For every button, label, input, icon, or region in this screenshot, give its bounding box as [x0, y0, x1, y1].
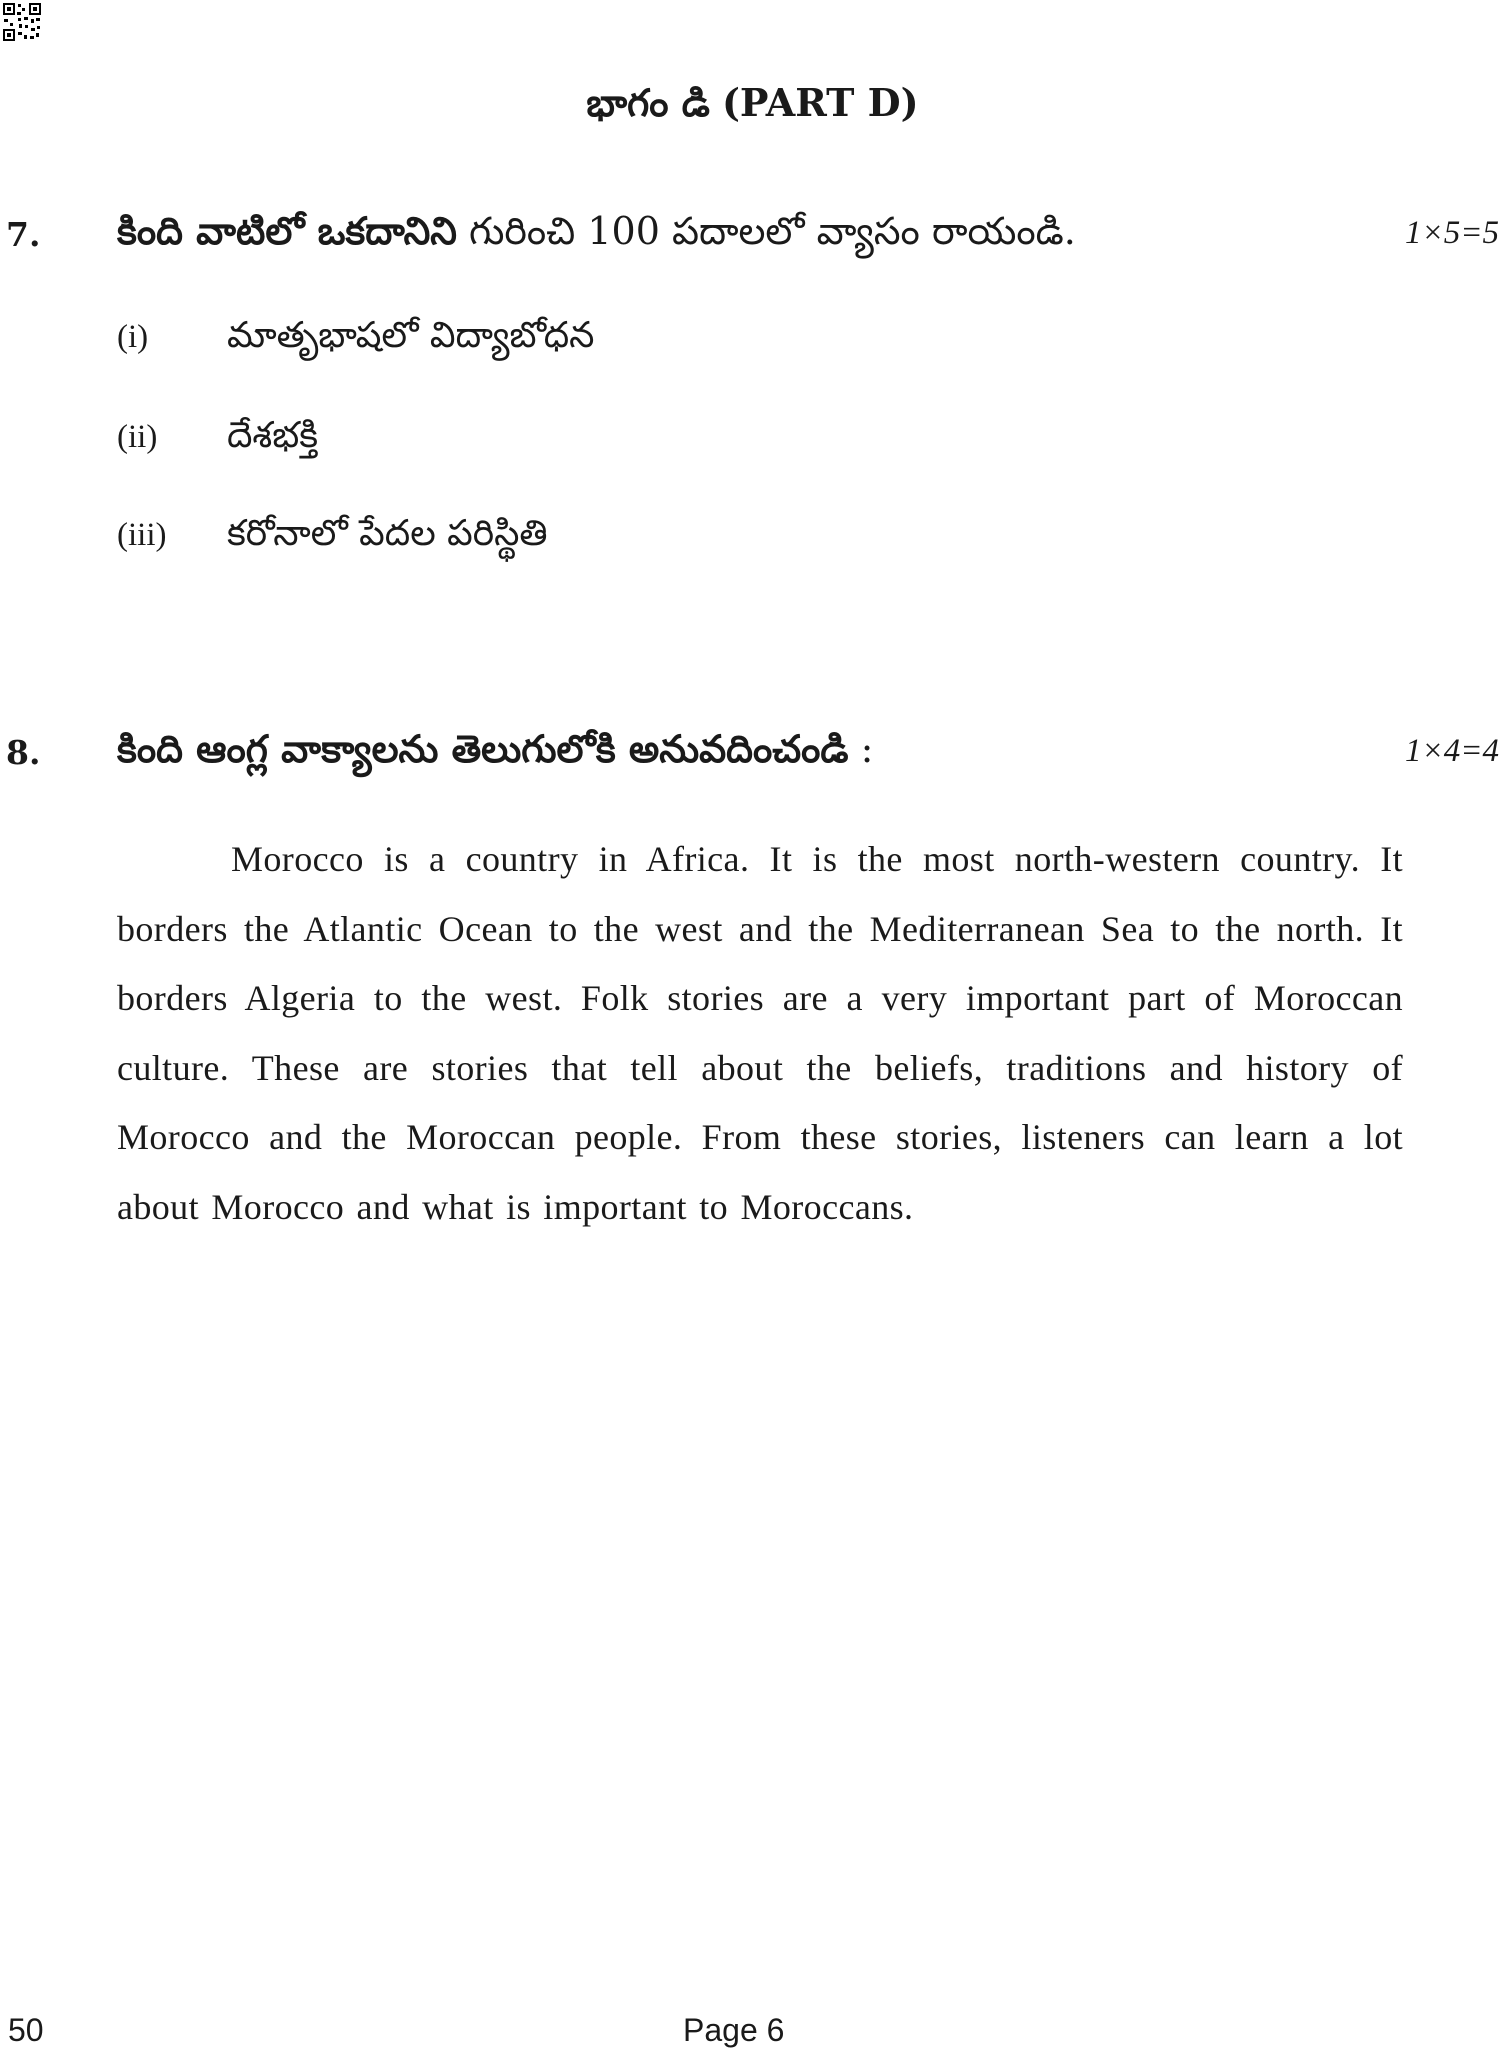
part-heading-english: (PART D) — [721, 80, 919, 125]
question-7-text-bold: కింది వాటిలో ఒకదానిని — [117, 208, 457, 253]
option-label: (ii) — [117, 419, 158, 455]
footer-code: 50 — [8, 2012, 44, 2048]
question-8-marks: 1×4=4 — [1404, 733, 1499, 769]
question-7-number: 7. — [6, 215, 41, 254]
question-8-passage: Morocco is a country in Africa. It is the most north-western country. It borders the Atlantic Ocean to the west and the Mediterranean Sea to the north. It borders Algeria to the west. Folk stories are a very important part of Moroccan culture. These are stories that tell about the beliefs, traditions and history of Morocco and the Moroccan people. From these stories, listeners can learn a lot about Morocco and what is important to Moroccans. — [117, 839, 1403, 1227]
question-7-text-rest: గురించి 100 పదాలలో వ్యాసం రాయండి. — [456, 209, 1076, 253]
part-heading — [0, 80, 1505, 135]
option-label: (iii) — [117, 517, 167, 553]
option-text: కరోనాలో పేదల పరిస్థితి — [227, 513, 548, 554]
option-text: దేశభక్తి — [227, 415, 319, 456]
qr-code-icon — [2, 2, 42, 42]
question-7-option-2 — [117, 415, 318, 465]
question-8-text-rest: : — [848, 727, 874, 771]
option-label: (i) — [117, 319, 149, 355]
question-8-number: 8. — [6, 733, 41, 772]
part-heading-telugu: భాగం డి — [586, 80, 710, 125]
question-7-option-1 — [117, 315, 594, 365]
question-7-marks: 1×5=5 — [1404, 215, 1499, 251]
option-text: మాతృభాషలో విద్యాబోధన — [227, 315, 595, 356]
question-7-text — [117, 208, 1076, 263]
question-8-text — [117, 726, 873, 781]
question-8-text-bold: కింది ఆంగ్ల వాక్యాలను తెలుగులోకి అనువదించండి — [117, 726, 849, 771]
question-7-option-3 — [117, 513, 548, 563]
footer-page-number: Page 6 — [683, 2012, 785, 2048]
